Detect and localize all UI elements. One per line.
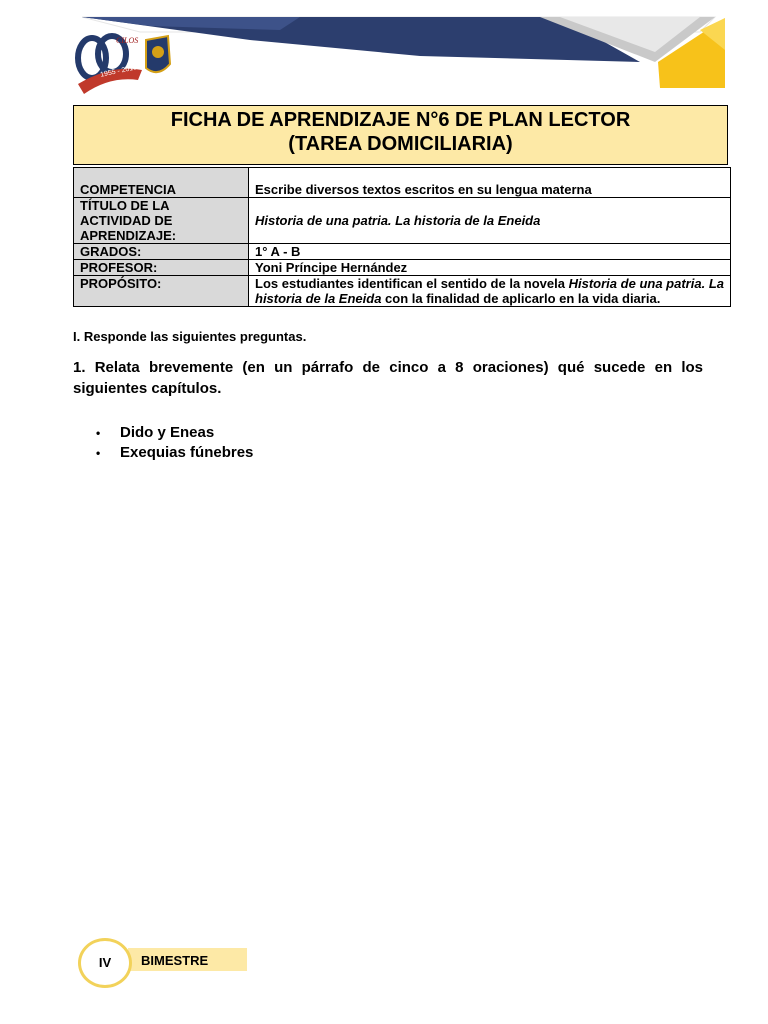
footer-bimestre-number: IV [78, 938, 132, 988]
page-title: FICHA DE APRENDIZAJE N°6 DE PLAN LECTOR [170, 109, 631, 131]
section-heading: I. Responde las siguientes preguntas. [73, 329, 307, 344]
titulo-label [74, 198, 249, 244]
bullet-icon: • [96, 426, 101, 440]
title-box [73, 105, 728, 165]
proposito-value [249, 276, 731, 307]
competencia-label: COMPETENCIA [74, 168, 249, 198]
table-row [74, 260, 731, 276]
logo-word: CILOS [116, 36, 139, 45]
info-table [73, 167, 731, 307]
page-subtitle: (TAREA DOMICILIARIA) [288, 133, 513, 155]
titulo-value: Historia de una patria. La historia de la Eneida [249, 198, 731, 244]
bullet-icon: • [96, 446, 101, 460]
table-row [74, 244, 731, 260]
table-row [74, 198, 731, 244]
chapter-list [96, 423, 253, 463]
grados-label: GRADOS: [74, 244, 249, 260]
school-logo [72, 24, 182, 100]
titulo-label-line: APRENDIZAJE: [80, 228, 177, 243]
list-item [96, 423, 253, 443]
titulo-label-line: ACTIVIDAD DE [80, 213, 173, 228]
profesor-value: Yoni Príncipe Hernández [249, 260, 731, 276]
profesor-label: PROFESOR: [74, 260, 249, 276]
proposito-text: Los estudiantes identifican el sentido de la novela [255, 276, 569, 291]
proposito-text-end: con la finalidad de aplicarlo en la vida diaria. [381, 291, 661, 306]
logo-years: 1955 - 2015 [99, 64, 138, 79]
list-item-label: Exequias fúnebres [120, 444, 254, 461]
competencia-value: Escribe diversos textos escritos en su lengua materna [249, 168, 731, 198]
list-item-label: Dido y Eneas [120, 424, 215, 441]
titulo-label-line: TÍTULO DE LA [80, 198, 170, 213]
table-row [74, 276, 731, 307]
footer-bimestre-label: BIMESTRE [128, 948, 247, 971]
table-row [74, 168, 731, 198]
list-item [96, 443, 253, 463]
proposito-book-title: Historia de una patria. La historia de la Eneida [255, 276, 724, 306]
proposito-label: PROPÓSITO: [74, 276, 249, 307]
grados-value: 1° A - B [249, 244, 731, 260]
question-text: 1. Relata brevemente (en un párrafo de cinco a 8 oraciones) qué sucede en los siguientes capítulos. [73, 359, 703, 397]
